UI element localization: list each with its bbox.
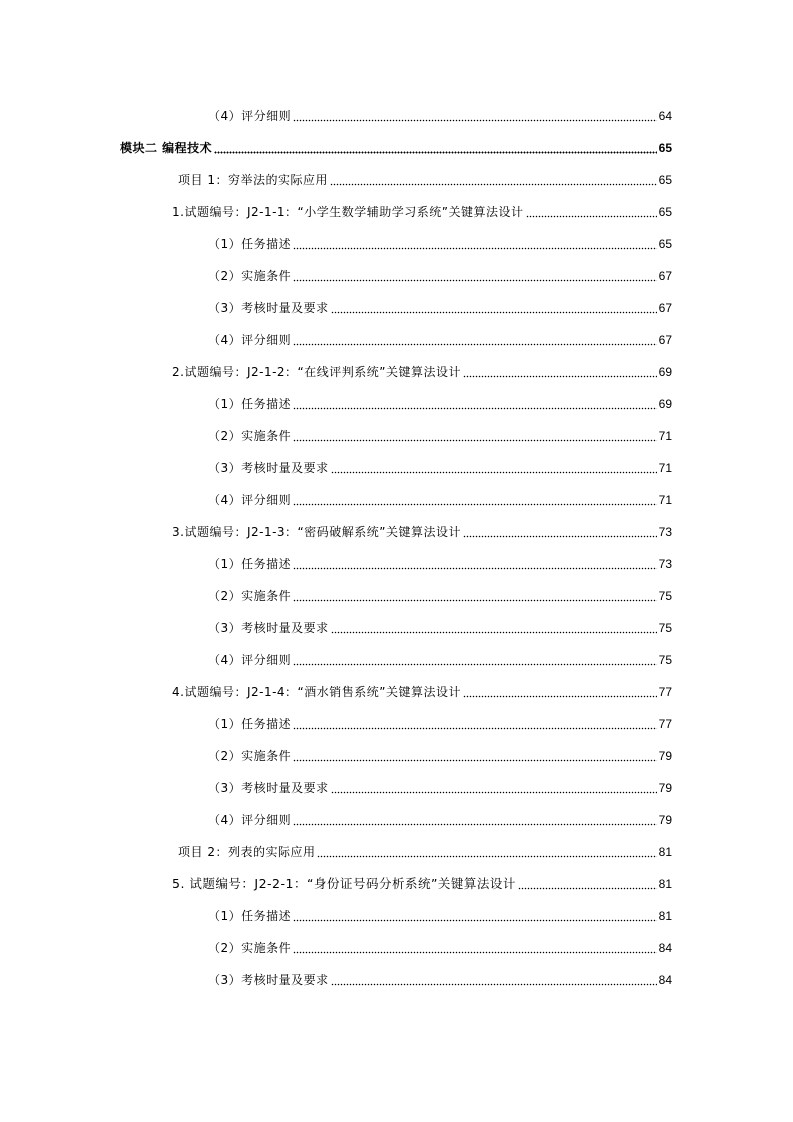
dot-leader	[293, 907, 657, 925]
toc-entry-title: （2）实施条件	[208, 749, 292, 763]
toc-entry-title: 项目 1：穷举法的实际应用	[178, 173, 328, 187]
toc-entry-title: （4）评分细则	[208, 813, 292, 827]
toc-entry-page-number: 79	[658, 781, 672, 795]
toc-entry-title: 项目 2：列表的实际应用	[178, 845, 316, 859]
toc-entry[interactable]	[0, 811, 793, 843]
table-of-contents	[0, 107, 793, 1003]
dot-leader	[293, 427, 657, 445]
toc-entry-page-number: 79	[658, 813, 672, 827]
toc-entry-title: 4.试题编号：J2-1-4：“酒水销售系统”关键算法设计	[172, 685, 461, 699]
toc-entry-title: 3.试题编号：J2-1-3：“密码破解系统”关键算法设计	[172, 525, 461, 539]
dot-leader	[293, 267, 657, 285]
toc-entry-page-number: 75	[658, 653, 672, 667]
toc-entry-page-number: 65	[658, 237, 672, 251]
toc-entry[interactable]	[0, 875, 793, 907]
dot-leader	[293, 715, 657, 733]
toc-entry-page-number: 81	[658, 909, 672, 923]
toc-entry-title: （1）任务描述	[208, 717, 292, 731]
dot-leader	[330, 171, 657, 189]
toc-entry-title: （2）实施条件	[208, 589, 292, 603]
toc-entry[interactable]	[0, 971, 793, 1003]
toc-entry[interactable]	[0, 395, 793, 427]
dot-leader	[293, 939, 657, 957]
toc-entry[interactable]	[0, 299, 793, 331]
toc-entry-title: （2）实施条件	[208, 941, 292, 955]
dot-leader	[463, 363, 657, 381]
toc-entry[interactable]	[0, 619, 793, 651]
toc-entry-title: 5. 试题编号：J2-2-1：“身份证号码分析系统”关键算法设计	[172, 876, 516, 891]
toc-entry[interactable]	[0, 459, 793, 491]
dot-leader	[463, 683, 657, 701]
toc-entry-title: （4）评分细则	[208, 109, 292, 123]
toc-entry-page-number: 71	[658, 493, 672, 507]
toc-entry[interactable]	[0, 587, 793, 619]
toc-entry-page-number: 79	[658, 749, 672, 763]
toc-entry-page-number: 69	[658, 365, 672, 379]
toc-entry-page-number: 81	[658, 845, 672, 859]
toc-entry[interactable]	[0, 171, 793, 203]
toc-entry-title: （2）实施条件	[208, 429, 292, 443]
dot-leader	[293, 395, 657, 413]
toc-entry-title: （1）任务描述	[208, 397, 292, 411]
toc-entry[interactable]	[0, 491, 793, 523]
toc-entry-title: （1）任务描述	[208, 557, 292, 571]
toc-entry-title: （1）任务描述	[208, 237, 292, 251]
dot-leader	[331, 619, 657, 637]
toc-entry-page-number: 75	[658, 621, 672, 635]
toc-entry[interactable]	[0, 267, 793, 299]
toc-entry[interactable]	[0, 363, 793, 395]
dot-leader	[293, 491, 657, 509]
toc-entry-title: 2.试题编号：J2-1-2：“在线评判系统”关键算法设计	[172, 365, 461, 379]
dot-leader	[293, 107, 657, 125]
dot-leader	[293, 331, 657, 349]
toc-entry-page-number: 67	[658, 269, 672, 283]
toc-entry-page-number: 65	[658, 205, 672, 219]
toc-entry[interactable]	[0, 747, 793, 779]
toc-entry-title: （3）考核时量及要求	[208, 781, 329, 795]
toc-entry-title: （3）考核时量及要求	[208, 301, 329, 315]
toc-entry[interactable]	[0, 683, 793, 715]
toc-entry-page-number: 67	[658, 301, 672, 315]
toc-entry[interactable]	[0, 523, 793, 555]
dot-leader	[293, 235, 657, 253]
toc-entry-page-number: 77	[658, 717, 672, 731]
toc-entry[interactable]	[0, 907, 793, 939]
toc-entry-page-number: 77	[658, 685, 672, 699]
dot-leader	[293, 747, 657, 765]
toc-entry[interactable]	[0, 235, 793, 267]
toc-entry-page-number: 64	[658, 109, 672, 123]
dot-leader	[331, 971, 657, 989]
dot-leader	[293, 651, 657, 669]
toc-entry-title: （4）评分细则	[208, 493, 292, 507]
dot-leader	[331, 779, 657, 797]
toc-entry[interactable]	[0, 843, 793, 875]
toc-entry-page-number: 84	[658, 973, 672, 987]
toc-entry-title: （4）评分细则	[208, 653, 292, 667]
toc-entry[interactable]	[0, 555, 793, 587]
toc-entry-page-number: 81	[658, 877, 672, 891]
toc-entry-title: 模块二 编程技术	[120, 141, 213, 155]
toc-entry[interactable]	[0, 203, 793, 235]
toc-entry-page-number: 71	[658, 429, 672, 443]
toc-entry-page-number: 65	[658, 173, 672, 187]
toc-entry-title: （3）考核时量及要求	[208, 461, 329, 475]
toc-entry-title: （3）考核时量及要求	[208, 973, 329, 987]
toc-entry[interactable]	[0, 651, 793, 683]
dot-leader	[293, 555, 657, 573]
toc-entry-title: （3）考核时量及要求	[208, 621, 329, 635]
dot-leader	[293, 587, 657, 605]
toc-entry-page-number: 65	[658, 141, 672, 155]
toc-entry[interactable]	[0, 427, 793, 459]
toc-entry[interactable]	[0, 107, 793, 139]
toc-entry[interactable]	[0, 139, 793, 171]
toc-entry-page-number: 67	[658, 333, 672, 347]
dot-leader	[518, 875, 657, 893]
dot-leader	[331, 459, 657, 477]
toc-entry-page-number: 84	[658, 941, 672, 955]
toc-entry-title: （1）任务描述	[208, 909, 292, 923]
toc-entry[interactable]	[0, 715, 793, 747]
toc-entry[interactable]	[0, 939, 793, 971]
dot-leader	[526, 203, 657, 221]
toc-entry-title: （2）实施条件	[208, 269, 292, 283]
toc-entry[interactable]	[0, 779, 793, 811]
toc-entry-page-number: 73	[658, 525, 672, 539]
toc-entry-title: （4）评分细则	[208, 333, 292, 347]
toc-entry[interactable]	[0, 331, 793, 363]
dot-leader	[293, 811, 657, 829]
toc-entry-page-number: 73	[658, 557, 672, 571]
dot-leader	[463, 523, 657, 541]
toc-entry-page-number: 75	[658, 589, 672, 603]
toc-entry-page-number: 71	[658, 461, 672, 475]
toc-entry-title: 1.试题编号：J2-1-1：“小学生数学辅助学习系统”关键算法设计	[172, 205, 524, 219]
dot-leader	[317, 843, 656, 861]
toc-entry-page-number: 69	[658, 397, 672, 411]
dot-leader	[214, 139, 656, 157]
dot-leader	[331, 299, 657, 317]
